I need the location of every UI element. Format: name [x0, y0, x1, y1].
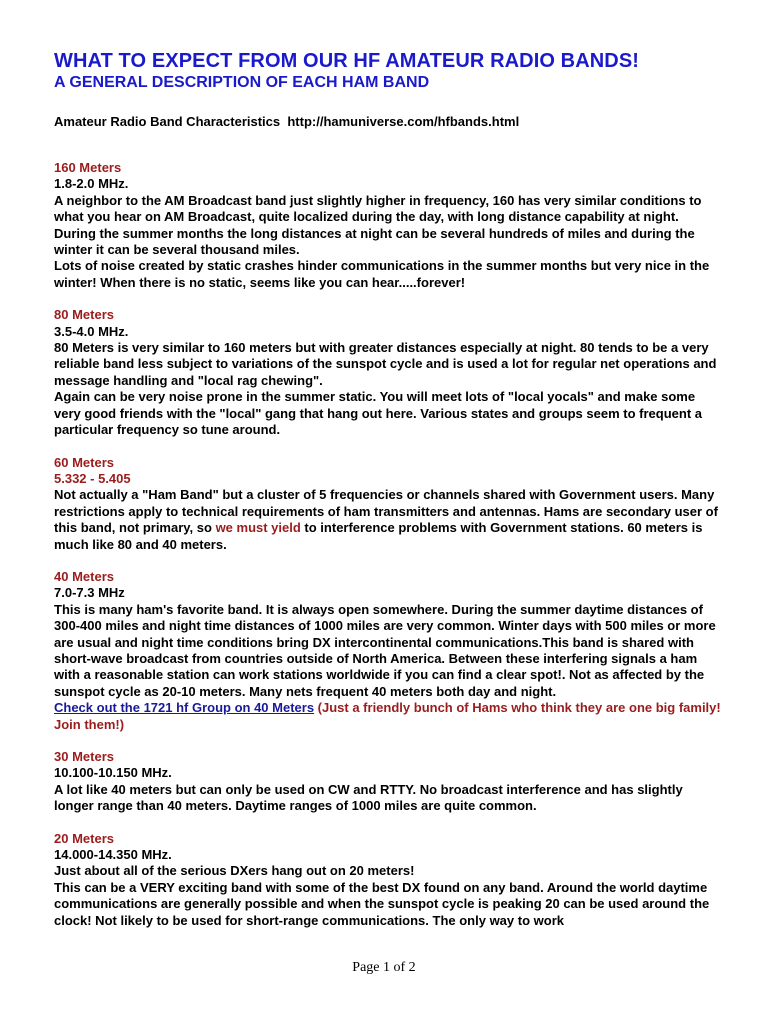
band-list	[54, 160, 724, 929]
highlight-text: we must yield	[215, 520, 301, 536]
band-name: 40 Meters	[54, 568, 114, 584]
text-span: Not actually a "Ham Band" but a cluster of 5 frequencies or channels shared with Government users. Many restrictions apply to technical requirements of ham transmitters and antennas. Hams are secondary user of this band, not primary, so	[54, 487, 718, 536]
band-frequency: 3.5-4.0 MHz.	[54, 323, 129, 339]
band-frequency: 5.332 - 5.405	[54, 470, 131, 486]
band-frequency: 1.8-2.0 MHz.	[54, 176, 129, 192]
band-30-meters	[54, 749, 724, 815]
band-description: Again can be very noise prone in the summer static. You will meet lots of "local yocals" and make some very good friends with the "local" gang that hang out here. Various states and groups seem to frequent a particular frequency so tune around.	[54, 389, 702, 438]
band-frequency: 14.000-14.350 MHz.	[54, 847, 172, 863]
document-page	[54, 50, 724, 945]
band-description: Lots of noise created by static crashes hinder communications in the summer months but very nice in the winter! When there is no static, seems like you can hear.....forever!	[54, 258, 710, 290]
page-number: Page 1 of 2	[352, 960, 416, 975]
band-description: A lot like 40 meters but can only be used on CW and RTTY. No broadcast interference and has slightly longer range than 40 meters. Daytime ranges of 1000 miles are quite common.	[54, 781, 683, 814]
band-description: Just about all of the serious DXers hang out on 20 meters!	[54, 863, 415, 879]
band-20-meters	[54, 831, 724, 929]
band-name: 60 Meters	[54, 454, 114, 470]
band-name: 30 Meters	[54, 749, 114, 764]
band-60-meters	[54, 455, 724, 553]
band-name: 20 Meters	[54, 830, 114, 846]
band-frequency: 10.100-10.150 MHz.	[54, 765, 172, 781]
band-160-meters	[54, 160, 724, 291]
band-description: A neighbor to the AM Broadcast band just slightly higher in frequency, 160 has very similar conditions to what you hear on AM Broadcast, quite localized during the day, with long distance capability at night. During the summer months the long distances at night can be several hundreds of miles and during the winter it can be several thousand miles.	[54, 192, 702, 258]
group-link-line	[54, 700, 724, 733]
text-span: to interference problems with Government stations. 60 meters is much like 80 and 40 meters.	[54, 520, 703, 552]
band-description	[54, 487, 724, 553]
page-subtitle: A GENERAL DESCRIPTION OF EACH HAM BAND	[54, 74, 430, 91]
group-link[interactable]: Check out the 1721 hf Group on 40 Meters	[54, 700, 315, 716]
page-title: WHAT TO EXPECT FROM OUR HF AMATEUR RADIO BANDS!	[54, 50, 640, 72]
band-description: 80 Meters is very similar to 160 meters but with greater distances especially at night. 80 tends to be a very reliable band less subject to variations of the sunspot cycle and is used a lot for regular net operations and message handling and "local rag chewing".	[54, 340, 717, 388]
band-name: 160 Meters	[54, 160, 122, 175]
band-40-meters	[54, 569, 724, 733]
group-link-note: (Just a friendly bunch of Hams who think they are one big family! Join them!)	[54, 700, 721, 732]
band-80-meters	[54, 307, 724, 438]
reference-line: Amateur Radio Band Characteristics http://hamuniverse.com/hfbands.html	[54, 114, 520, 129]
band-name: 80 Meters	[54, 307, 114, 323]
band-description: This can be a VERY exciting band with some of the best DX found on any band. Around the world daytime communications are generally possible and when the sunspot cycle is peaking 20 can be used around the clock! Not likely to be used for short-range communications. The only way to work	[54, 879, 710, 928]
band-description: This is many ham's favorite band. It is always open somewhere. During the summer daytime distances of 300-400 miles and night time distances of 1000 miles are very common. Winter days with 500 miles or more are usual and night time conditions bring DX intercontinental communications.This band is shared with short-wave broadcast from countries outside of North America. Between these interfering signals a ham with a reasonable station can work stations worldwide if you can find a clear spot!. Not as affected by the sunspot cycle as 20-10 meters. Many nets frequent 40 meters both day and night.	[54, 601, 716, 699]
band-frequency: 7.0-7.3 MHz	[54, 585, 125, 601]
